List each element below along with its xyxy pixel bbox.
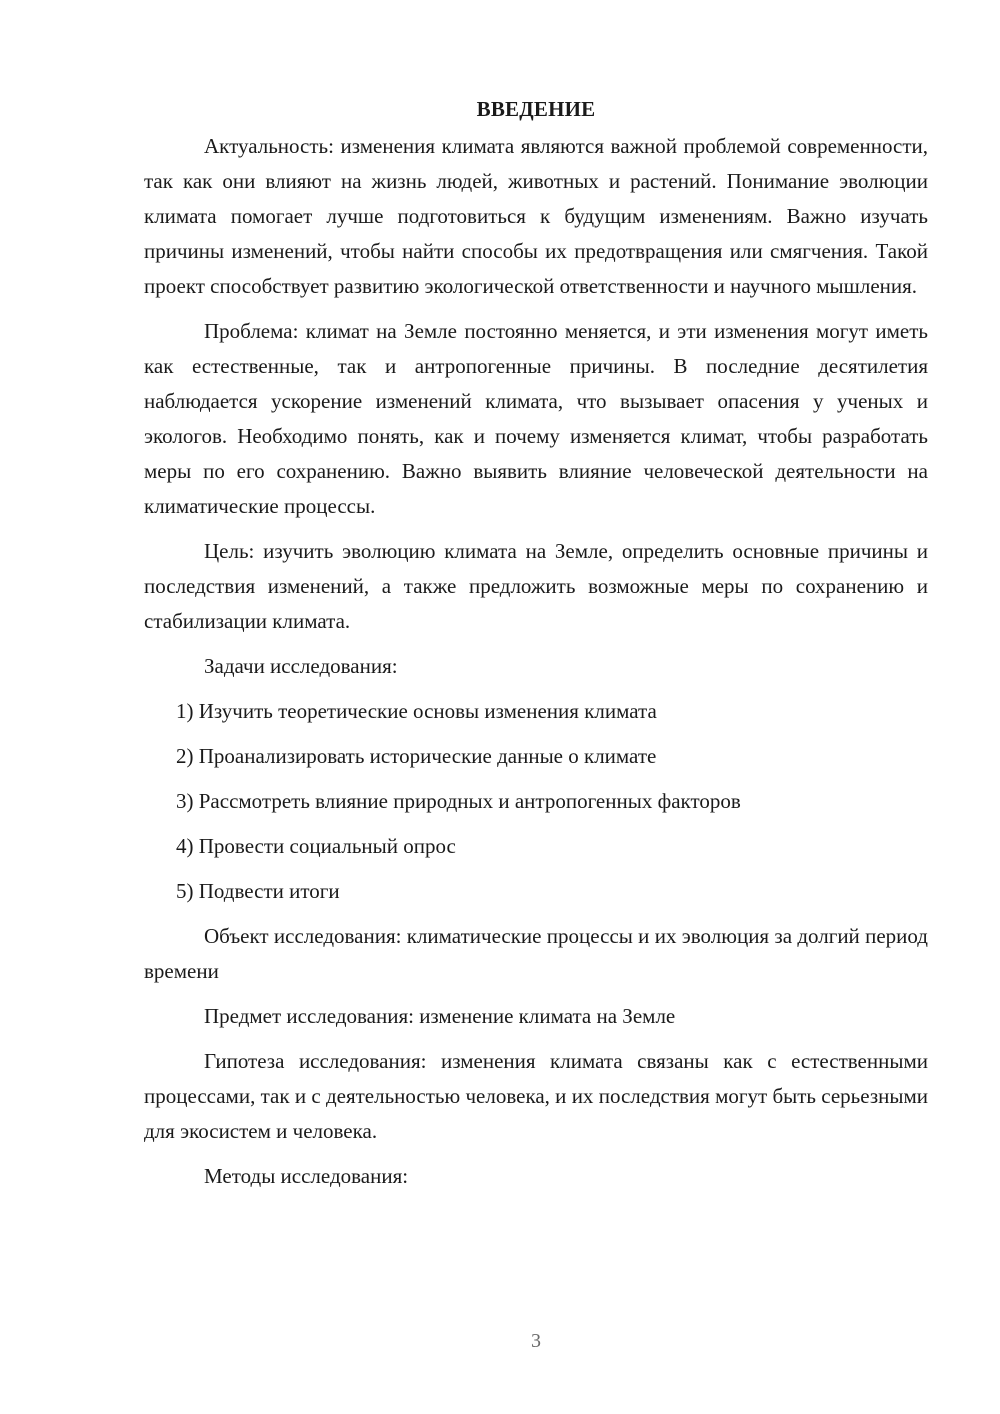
methods-heading: Методы исследования: xyxy=(204,1164,409,1188)
list-item: 1) Изучить теоретические основы изменения климата xyxy=(176,699,657,723)
tasks-heading: Задачи исследования: xyxy=(204,654,398,678)
page-number: 3 xyxy=(531,1330,541,1352)
list-item: 4) Провести социальный опрос xyxy=(176,834,456,858)
list-item: 5) Подвести итоги xyxy=(176,879,340,903)
paragraph-hypothesis: Гипотеза исследования: изменения климата связаны как с естественными процессами, так и с деятельностью человека, и их последствия могут быть серьезными для экосистем и человека. xyxy=(144,1049,928,1143)
paragraph-goal: Цель: изучить эволюцию климата на Земле, определить основные причины и последствия изменений, а также предложить возможные меры по сохранению и стабилизации климата. xyxy=(144,539,928,633)
paragraph-subject: Предмет исследования: изменение климата на Земле xyxy=(204,1004,676,1028)
paragraph-relevance: Актуальность: изменения климата являются важной проблемой современности, так как они влияют на жизнь людей, животных и растений. Понимание эволюции климата помогает лучше подготовиться к будущим изменениям. Важно изучать причины изменений, чтобы найти способы их предотвращения или смягчения. Такой проект способствует развитию экологической ответственности и научного мышления. xyxy=(144,134,928,298)
tasks-list xyxy=(144,694,928,909)
section-title: ВВЕДЕНИЕ xyxy=(476,97,596,121)
paragraph-problem: Проблема: климат на Земле постоянно меняется, и эти изменения могут иметь как естественные, так и антропогенные причины. В последние десятилетия наблюдается ускорение изменений климата, что вызывает опасения у ученых и экологов. Необходимо понять, как и почему изменяется климат, чтобы разработать меры по его сохранению. Важно выявить влияние человеческой деятельности на климатические процессы. xyxy=(144,319,928,518)
list-item: 2) Проанализировать исторические данные о климате xyxy=(176,744,657,768)
list-item: 3) Рассмотреть влияние природных и антропогенных факторов xyxy=(176,789,741,813)
paragraph-object: Объект исследования: климатические процессы и их эволюция за долгий период времени xyxy=(144,924,928,983)
document-page xyxy=(144,92,928,1204)
